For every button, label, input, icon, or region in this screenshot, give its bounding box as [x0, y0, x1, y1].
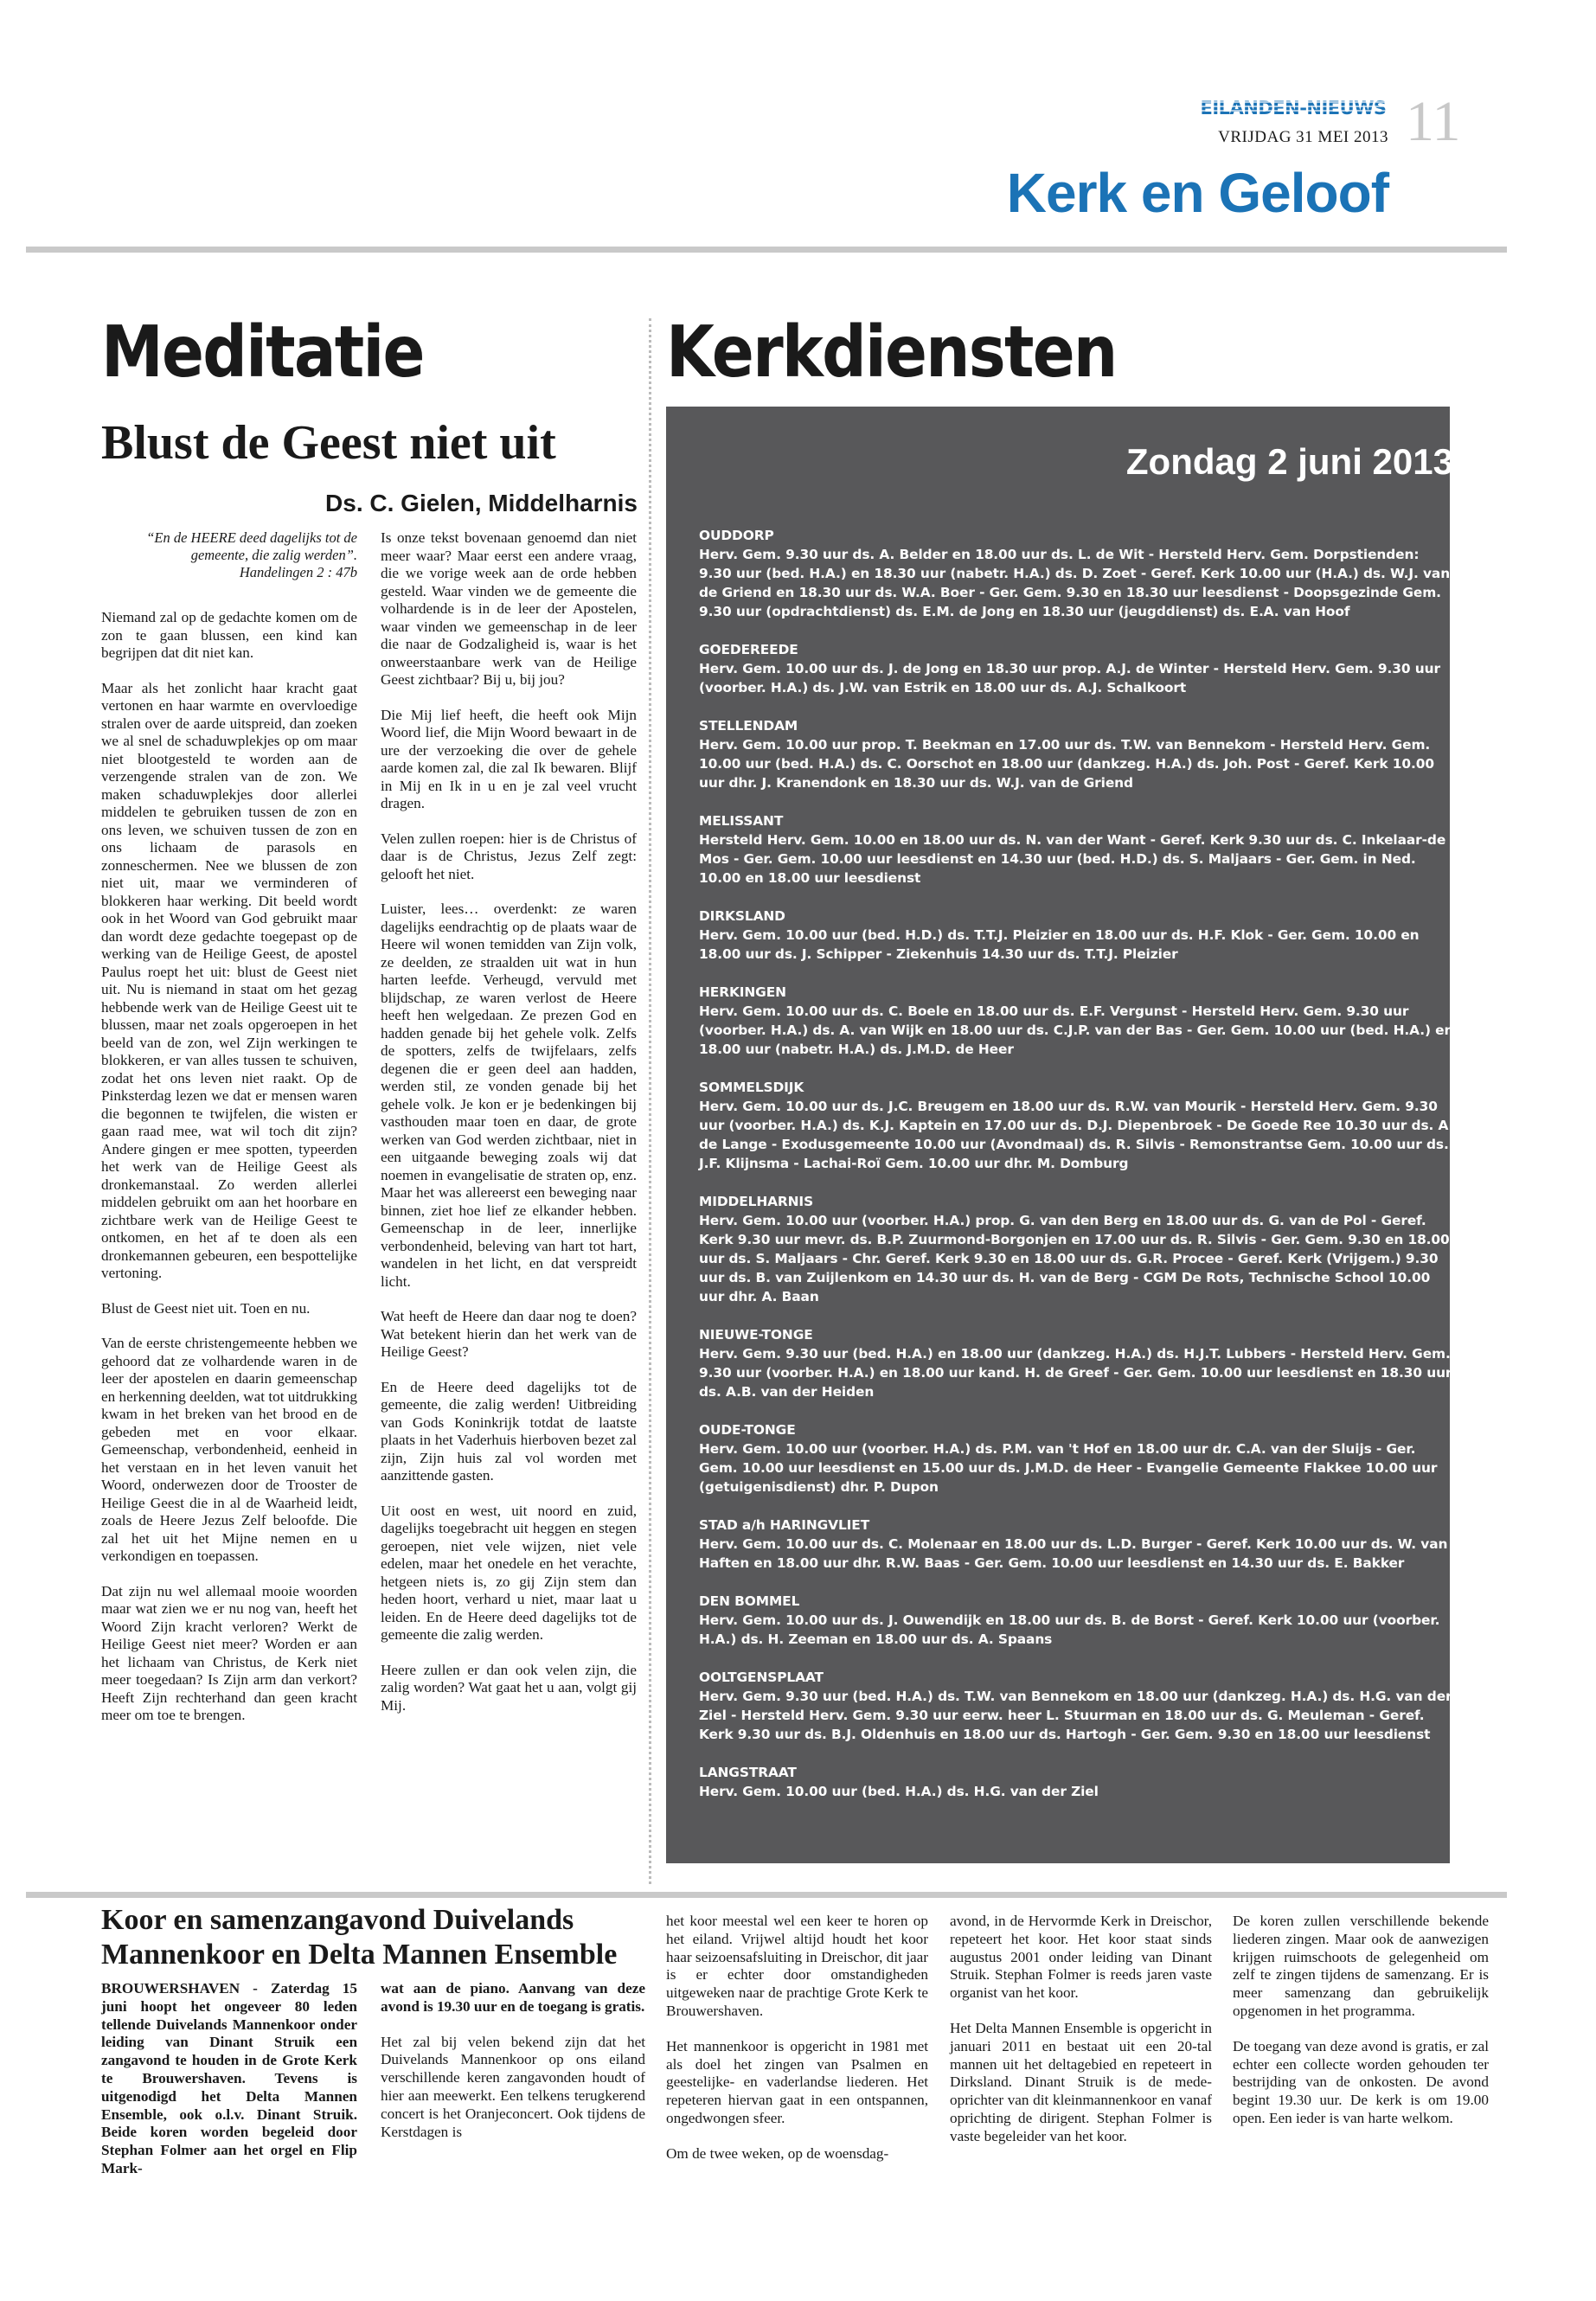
place-name: DIRKSLAND	[699, 908, 785, 924]
paragraph: De koren zullen verschillende bekende liederen zingen. Maar ook de aanwezigen krijgen ruimschoots de gelegenheid om zelf te zingen tijdens de samenzang. Er is meer samenzang dan gebruikelijk opgenomen in het programma.	[1233, 1913, 1489, 2019]
service-text: Herv. Gem. 10.00 uur ds. J. Ouwendijk en 18.00 uur ds. B. de Borst - Geref. Kerk 10.00 uur (voorber. H.A.) ds. H. Zeeman en 18.00 uur ds. A. Spaans	[699, 1612, 1440, 1647]
meditatie-column-2	[381, 529, 637, 1732]
quote-reference: Handelingen 2 : 47b	[239, 564, 357, 580]
place-name: STAD a/h HARINGVLIET	[699, 1517, 870, 1533]
paragraph: avond, in de Hervormde Kerk in Dreischor, repeteert het koor. Het koor staat sinds augustus 2001 onder leiding van Dinant Struik. Stephan Folmer is reeds jaren vaste organist van het koor.	[950, 1913, 1212, 2002]
place-name: HERKINGEN	[699, 984, 786, 1000]
issue-date: VRIJDAG 31 MEI 2013	[1218, 128, 1388, 146]
lead-paragraph: BROUWERSHAVEN - Zaterdag 15 juni hoopt het ongeveer 80 leden tellende Duivelands Mannenkoor onder leiding van Dinant Struik een zangavond te houden in de Grote Kerk te Brouwershaven. Tevens is uitgenodigd het Delta Mannen Ensemble, ook o.l.v. Dinant Struik. Beide koren worden begeleid door Stephan Folmer aan het orgel en Flip Mark-	[101, 1980, 357, 2176]
service-entry	[699, 526, 1456, 621]
service-entry	[699, 907, 1456, 964]
place-name: LANGSTRAAT	[699, 1765, 797, 1780]
paragraph: het koor meestal wel een keer te horen op het eiland. Vrijwel altijd houdt het koor haar seizoensafsluiting in Dreischor, dit jaar is er echter door omstandigheden uitgeweken naar de prachtige Grote Kerk te Brouwershaven.	[666, 1913, 928, 2019]
service-text: Herv. Gem. 10.00 uur ds. J. de Jong en 18.30 uur prop. A.J. de Winter - Hersteld Herv. Gem. 9.30 uur (voorber. H.A.) ds. J.W. van Estrik en 18.00 uur ds. A.J. Schalkoort	[699, 661, 1440, 695]
koor-column-2	[381, 1980, 645, 2158]
service-text: Herv. Gem. 9.30 uur (bed. H.A.) en 18.00 uur (dankzeg. H.A.) ds. H.J.T. Lubbers - Hersteld Herv. Gem. 9.30 uur (voorber. H.A.) en 18.00 uur kand. H. de Greef - Ger. Gem. 10.00 uur leesdienst en 18.30 uur ds. A.B. van der Heiden	[699, 1346, 1452, 1400]
place-name: OUDE-TONGE	[699, 1422, 796, 1438]
service-entry	[699, 716, 1456, 792]
paragraph: Het zal bij velen bekend zijn dat het Duivelands Mannenkoor op ons eiland verschillende keren zangavonden houdt of hier aan meewerkt. Een telkens terugkerend concert is het Oranjeconcert. Ook tijdens de Kerstdagen is	[381, 2033, 645, 2140]
logo-text: EILANDEN-NIEUWS	[1200, 98, 1387, 118]
paragraph: Velen zullen roepen: hier is de Christus of daar is de Christus, Jezus Zelf zegt: gelooft het niet.	[381, 830, 637, 882]
service-entry	[699, 1516, 1456, 1573]
koor-article-title: Koor en samenzangavond Duivelands Mannenkoor en Delta Mannen Ensemble	[101, 1904, 618, 1971]
koor-column-3	[666, 1913, 928, 2181]
paragraph: Heere zullen er dan ook velen zijn, die zalig worden? Wat gaat het u aan, volgt gij Mij.	[381, 1661, 637, 1714]
page-number: 11	[1406, 90, 1461, 153]
service-date: Zondag 2 juni 2013	[1125, 441, 1453, 482]
place-name: GOEDEREEDE	[699, 642, 798, 657]
kerkdiensten-heading: Kerkdiensten	[666, 311, 1117, 394]
paragraph: Die Mij lief heeft, die heeft ook Mijn Woord lief, die Mijn Woord bewaart in de ure der verzoeking die over de gehele aarde komen zal, die zal Ik bewaren. Blijf in Mij en Ik in u en je zal veel vrucht dragen.	[381, 706, 637, 811]
service-entry	[699, 1592, 1456, 1649]
service-entry	[699, 1078, 1456, 1173]
column-divider	[649, 318, 651, 1884]
service-entry	[699, 983, 1456, 1059]
service-text: Herv. Gem. 10.00 uur (bed. H.A.) ds. H.G. van der Ziel	[699, 1784, 1099, 1799]
paragraph: Uit oost en west, uit noord en zuid, dagelijks toegebracht uit heggen en stegen geroepen, niet vele wijzen, niet vele edelen, maar het onedele en het verachte, hetgeen niets is, zo gij Zijn stem dan heden hoort, verhard u niet, maar laat u leiden. En de Heere deed dagelijks tot de gemeente die zalig werden.	[381, 1502, 637, 1643]
quote-text: “En de HEERE deed dagelijks tot de gemeente, die zalig werden”.	[146, 529, 357, 563]
place-name: STELLENDAM	[699, 718, 798, 734]
service-entry	[699, 1668, 1456, 1744]
paragraph: Is onze tekst bovenaan genoemd dan niet meer waar? Maar eerst een andere vraag, die we vorige week aan de orde hebben gesteld. Waar vinden we de gemeente die volhardende is in de leer der Apostelen, waar vinden we gemeenschap in de leer die naar de Godzaligheid is, waar is het onweerstaanbare werk van de Heilige Geest zichtbaar? Bij u, bij jou?	[381, 529, 637, 688]
paragraph: Wat heeft de Heere dan daar nog te doen? Wat betekent hierin dan het werk van de Heilige Geest?	[381, 1308, 637, 1360]
service-text: Herv. Gem. 10.00 uur ds. J.C. Breugem en 18.00 uur ds. R.W. van Mourik - Hersteld Herv. Gem. 9.30 uur (voorber. H.A.) ds. K.J. Kaptein en 17.00 uur ds. D.J. Diepenbroek - De Goede Ree 10.30 uur ds. A. de Lange - Exodusgemeente 10.00 uur (Avondmaal) ds. R. Silvis - Remonstrantse Gem. 10.00 uur ds. J.F. Klijnsma - Lachai-Roï Gem. 10.00 uur dhr. M. Domburg	[699, 1099, 1454, 1171]
service-entry	[699, 1325, 1456, 1401]
paragraph: En de Heere deed dagelijks tot de gemeente, die zalig werden! Uitbreiding van Gods Koninkrijk totdat de laatste plaats in het Vaderhuis hierboven bezet zal zijn, Zijn huis zal vol worden met aanzittende gasten.	[381, 1378, 637, 1484]
paragraph: Dat zijn nu wel allemaal mooie woorden maar wat zien we er nu nog van, heeft het Woord Zijn kracht verloren? Werkt de Heilige Geest niet meer? Worden er aan het lichaam van Christus, de Kerk niet meer toegedaan? Is Zijn arm dan verkort? Heeft Zijn rechterhand dan geen kracht meer om toe te brengen.	[101, 1582, 357, 1723]
place-name: DEN BOMMEL	[699, 1593, 800, 1609]
service-text: Herv. Gem. 9.30 uur ds. A. Belder en 18.00 uur ds. L. de Wit - Hersteld Herv. Gem. Dorpstienden: 9.30 uur (bed. H.A.) en 18.30 uur (nabetr. H.A.) ds. D. Zoet - Geref. Kerk 10.00 uur (H.A.) ds. W.J. van de Griend en 18.30 uur ds. W.A. Boer - Ger. Gem. 9.30 en 18.30 uur leesdienst - Doopsgezinde Gem. 9.30 uur (opdrachtdienst) ds. E.M. de Jong en 18.30 uur (jeugddienst) ds. E.A. van Hoof	[699, 547, 1451, 619]
service-entry	[699, 811, 1456, 888]
paragraph: Om de twee weken, op de woensdag-	[666, 2144, 889, 2162]
paragraph: Luister, lees… overdenkt: ze waren dagelijks eendrachtig op de plaats waar de Heere wil wonen temidden van Zijn volk, ze deelden, ze straalden uit wat in hun harten leefde. Verheugd, vervuld met blijdschap, ze waren verlost de Heere heeft hen welgedaan. Ze prezen God en hadden genade bij het gehele volk. Zelfs de spotters, zelfs de twijfelaars, zelfs degenen die er geen deel aan hadden, werden stil, ze vonden genade bij het gehele volk. Je kon er je bedenkingen bij vasthouden maar toen en daar, de grote werken van God werden zichtbaar, niet in een uitgaande beweging zoals wij dat noemen in evangelisatie de straten op, enz. Maar het was allereerst een beweging naar binnen, ziet hoe lief ze elkander hebben. Gemeenschap in de leer, innerlijke verbondenheid, beleving van hart tot hart, wandelen in het licht, en dat verspreidt licht.	[381, 901, 637, 1290]
newspaper-logo	[1198, 97, 1388, 118]
paragraph: wat aan de piano. Aanvang van deze avond is 19.30 uur en de toegang is gratis.	[381, 1980, 645, 2015]
service-text: Herv. Gem. 10.00 uur (voorber. H.A.) prop. G. van den Berg en 18.00 uur ds. G. van de Pol - Geref. Kerk 9.30 uur mevr. ds. B.P. Zuurmond-Borgonjen en 17.00 uur ds. R. Silvis - Ger. Gem. 9.30 en 18.00 uur ds. S. Maljaars - Chr. Geref. Kerk 9.30 en 18.00 uur ds. G.R. Procee - Geref. Kerk (Vrijgem.) 9.30 uur ds. B. van Zuijlenkom en 14.30 uur ds. H. van de Berg - CGM De Rots, Technische School 10.00 uur dhr. A. Baan	[699, 1213, 1450, 1304]
service-text: Herv. Gem. 10.00 uur ds. C. Boele en 18.00 uur ds. E.F. Vergunst - Hersteld Herv. Gem. 9.30 uur (voorber. H.A.) ds. A. van Wijk en 18.00 uur ds. C.J.P. van der Bas - Ger. Gem. 10.00 uur (bed. H.A.) en 18.00 uur (nabetr. H.A.) ds. J.M.D. de Heer	[699, 1003, 1454, 1057]
koor-column-1	[101, 1980, 357, 2195]
paragraph: Het mannenkoor is opgericht in 1981 met als doel het zingen van Psalmen en geestelijke- en vaderlandse liederen. Het repeteren hiervan gaat in een ontspannen, ongedwongen sfeer.	[666, 2037, 928, 2126]
service-entry	[699, 1420, 1456, 1497]
place-name: MELISSANT	[699, 813, 784, 829]
koor-column-4	[950, 1913, 1212, 2163]
service-text: Herv. Gem. 10.00 uur prop. T. Beekman en 17.00 uur ds. T.W. van Bennekom - Hersteld Herv. Gem. 10.00 uur (bed. H.A.) ds. C. Oorschot en 18.00 uur (dankzeg. H.A.) ds. Joh. Post - Geref. Kerk 10.00 uur dhr. J. Kranendonk en 18.30 uur ds. W.J. van de Griend	[699, 737, 1434, 791]
service-entry	[699, 1763, 1456, 1801]
service-text: Herv. Gem. 10.00 uur (bed. H.D.) ds. T.T.J. Pleizier en 18.00 uur ds. H.F. Klok - Ger. Gem. 10.00 en 18.00 uur ds. J. Schipper - Ziekenhuis 14.30 uur ds. T.T.J. Pleizier	[699, 927, 1420, 962]
paragraph: Het Delta Mannen Ensemble is opgericht in januari 2011 en bestaat uit een 20-tal mannen uit het deltagebied en repeteert in Dirksland. Dinant Struik is de mede-oprichter van dit kleinmannenkoor en vanaf oprichting de dirigent. Stephan Folmer is vaste begeleider van het koor.	[950, 2019, 1212, 2144]
meditatie-heading: Meditatie	[101, 311, 424, 394]
scripture-quote	[101, 529, 357, 581]
service-text: Hersteld Herv. Gem. 10.00 en 18.00 uur ds. N. van der Want - Geref. Kerk 9.30 uur ds. C. Inkelaar-de Mos - Ger. Gem. 10.00 uur leesdienst en 14.30 uur (bed. H.D.) ds. S. Maljaars - Ger. Gem. in Ned. 10.00 en 18.00 uur leesdienst	[699, 832, 1446, 886]
paragraph: Maar als het zonlicht haar kracht gaat vertonen en haar warmte en overvloedige stralen over de aarde uitspreid, dan zoeken we al snel de schaduwplekjes op om maar niet blootgesteld te worden aan de verzengende stralen van de zon. We maken schaduwplekjes door allerlei middelen te gebruiken tussen de zon en ons leven, we schuiven tussen de zon en ons lichaam de parasols en zonneschermen. Nee we blussen de zon niet uit, maar we verminderen of blokkeren haar werking. Dit beeld wordt ook in het Woord van God gebruikt maar dan wordt deze gedachte toegepast op de werking van de Heilige Geest, de apostel Paulus roept het uit: blust de Geest niet uit. Nu is niemand in staat om het gezag hebbende werk van de Heilige Geest uit te blussen, maar net zoals opgeroepen in het beeld van de zon, wel Zijn werkingen te blokkeren, er van alles tussen te schuiven, zodat het ons leven niet raakt. Op de Pinksterdag lezen we dat er mensen waren die begonnen te twijfelen, die wisten er gaan raad mee, wat wil toch dit zijn? Andere gingen er mee spotten, typeerden het werk van de Heilige Geest als dronkemanstaal. Zo werden allerlei middelen gebruikt om aan het hoorbare en zichtbare werk van de Heilige Geest te ontkomen, en het af te doen als een dronkemannen gebeuren, een bespottelijke vertoning.	[101, 679, 357, 1281]
service-text: Herv. Gem. 9.30 uur (bed. H.A.) ds. T.W. van Bennekom en 18.00 uur (dankzeg. H.A.) ds. H.G. van der Ziel - Hersteld Herv. Gem. 9.30 uur eerw. heer L. Stuurman en 18.00 uur ds. G. Meuleman - Geref. Kerk 9.30 uur ds. B.J. Oldenhuis en 18.00 uur ds. Hartogh - Ger. Gem. 9.30 en 18.00 uur leesdienst	[699, 1689, 1452, 1742]
service-text: Herv. Gem. 10.00 uur (voorber. H.A.) ds. P.M. van 't Hof en 18.00 uur dr. C.A. van der Sluijs - Ger. Gem. 10.00 uur leesdienst en 15.00 uur ds. J.M.D. de Heer - Evangelie Gemeente Flakkee 10.00 uur (getuigenisdienst) dhr. P. Dupon	[699, 1441, 1438, 1495]
service-entry	[699, 1192, 1456, 1306]
paragraph: Niemand zal op de gedachte komen om de zon te gaan blussen, een kind kan begrijpen dat dit niet kan.	[101, 609, 357, 661]
koor-column-5	[1233, 1913, 1489, 2145]
top-divider	[26, 247, 1507, 253]
place-name: OOLTGENSPLAAT	[699, 1670, 824, 1685]
place-name: MIDDELHARNIS	[699, 1194, 814, 1209]
place-name: SOMMELSDIJK	[699, 1080, 804, 1095]
service-text: Herv. Gem. 10.00 uur ds. C. Molenaar en 18.00 uur ds. L.D. Burger - Geref. Kerk 10.00 uur ds. W. van Haften en 18.00 uur dhr. R.W. Baas - Ger. Gem. 10.00 uur leesdienst en 14.30 uur ds. E. Bakker	[699, 1536, 1448, 1571]
paragraph: Van de eerste christengemeente hebben we gehoord dat ze volhardende waren in de leer der apostelen en daarin gemeenschap en herkenning deelden, wat tot uitdrukking kwam in het breken van het brood en de gebeden met en voor elkaar. Gemeenschap, verbondenheid, eenheid in het verstaan en in het leven vanuit het Woord, onderwezen door de Trooster de Heilige Geest die in al de Waarheid leidt, zoals de Heere Jezus Zelf beloofde. Die zal het uit het Mijne nemen en u verkondigen en toepassen.	[101, 1335, 357, 1564]
section-title: Kerk en Geloof	[1006, 162, 1388, 224]
church-services-list	[699, 526, 1456, 1820]
service-entry	[699, 640, 1456, 697]
place-name: NIEUWE-TONGE	[699, 1327, 813, 1343]
article-author: Ds. C. Gielen, Middelharnis	[325, 490, 638, 516]
article-title: Blust de Geest niet uit	[101, 416, 556, 470]
paragraph: Blust de Geest niet uit. Toen en nu.	[101, 1299, 311, 1317]
meditatie-column-1	[101, 609, 357, 1742]
paragraph: De toegang van deze avond is gratis, er zal echter een collecte worden gehouden ter bestrijding van de onkosten. De avond begint 19.30 uur. De kerk is om 19.00 open. Een ieder is van harte welkom.	[1233, 2037, 1489, 2126]
bottom-divider	[26, 1892, 1507, 1898]
place-name: OUDDORP	[699, 528, 774, 543]
